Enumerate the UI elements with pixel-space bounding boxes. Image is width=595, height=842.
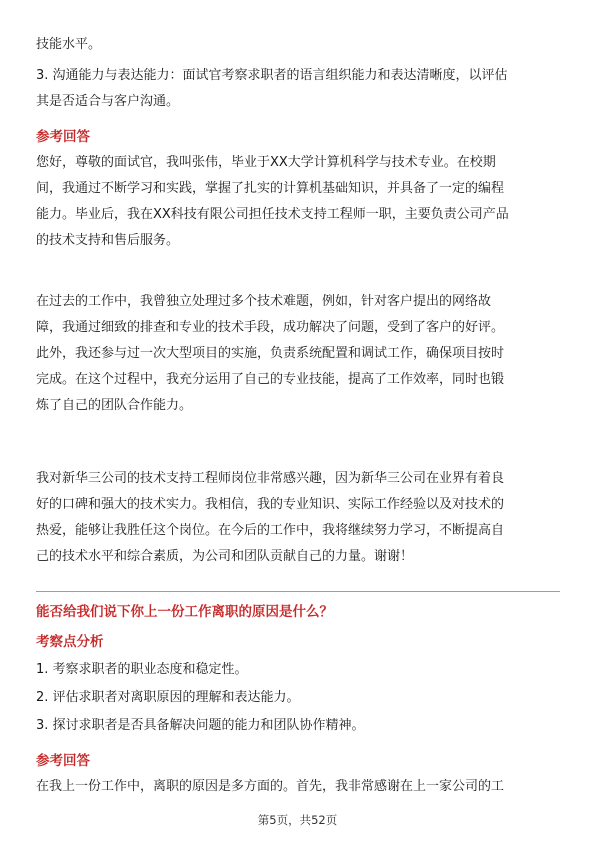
- paragraph-line: 间，我通过不断学习和实践，掌握了扎实的计算机基础知识，并具备了一定的编程: [36, 181, 505, 196]
- page-number: 第5页，共52页: [257, 813, 338, 827]
- paragraph-line: 热爱，能够让我胜任这个岗位。在今后的工作中，我将继续努力学习，不断提高自: [36, 523, 505, 538]
- paragraph-line: 完成。在这个过程中，我充分运用了自己的专业技能，提高了工作效率，同时也锻: [36, 372, 505, 387]
- list-item: 3. 探讨求职者是否具备解决问题的能力和团队协作精神。: [36, 718, 365, 733]
- paragraph-line: 在过去的工作中，我曾独立处理过多个技术难题，例如，针对客户提出的网络故: [36, 294, 492, 309]
- list-item-continuation: 其是否适合与客户沟通。: [36, 94, 180, 109]
- list-item: 2. 评估求职者对离职原因的理解和表达能力。: [36, 690, 300, 705]
- paragraph-line: 我对新华三公司的技术支持工程师岗位非常感兴趣，因为新华三公司在业界有着良: [36, 471, 505, 486]
- reference-answer-heading: 参考回答: [36, 753, 90, 769]
- paragraph-line: 炼了自己的团队合作能力。: [36, 398, 193, 413]
- section-divider: [36, 591, 560, 592]
- analysis-heading: 考察点分析: [36, 634, 104, 650]
- paragraph-line: 此外，我还参与过一次大型项目的实施，负责系统配置和调试工作，确保项目按时: [36, 346, 505, 361]
- paragraph-line: 己的技术水平和综合素质，为公司和团队贡献自己的力量。谢谢！: [36, 549, 414, 564]
- paragraph-line: 障，我通过细致的排查和专业的技术手段，成功解决了问题，受到了客户的好评。: [36, 320, 505, 335]
- paragraph-line: 能力。毕业后，我在XX科技有限公司担任技术支持工程师一职，主要负责公司产品: [36, 207, 509, 222]
- paragraph-line: 的技术支持和售后服务。: [36, 233, 180, 248]
- list-item: 1. 考察求职者的职业态度和稳定性。: [36, 662, 248, 677]
- reference-answer-heading: 参考回答: [36, 129, 90, 145]
- paragraph-line: 好的口碑和强大的技术实力。我相信，我的专业知识、实际工作经验以及对技术的: [36, 497, 505, 512]
- text-line: 技能水平。: [36, 37, 102, 52]
- paragraph-line: 您好，尊敬的面试官，我叫张伟，毕业于XX大学计算机科学与技术专业。在校期: [36, 155, 496, 170]
- paragraph-line: 在我上一份工作中，离职的原因是多方面的。首先，我非常感谢在上一家公司的工: [36, 779, 505, 794]
- list-item: 3. 沟通能力与表达能力：面试官考察求职者的语言组织能力和表达清晰度，以评估: [36, 68, 508, 83]
- question-title: 能否给我们说下你上一份工作离职的原因是什么？: [36, 604, 333, 620]
